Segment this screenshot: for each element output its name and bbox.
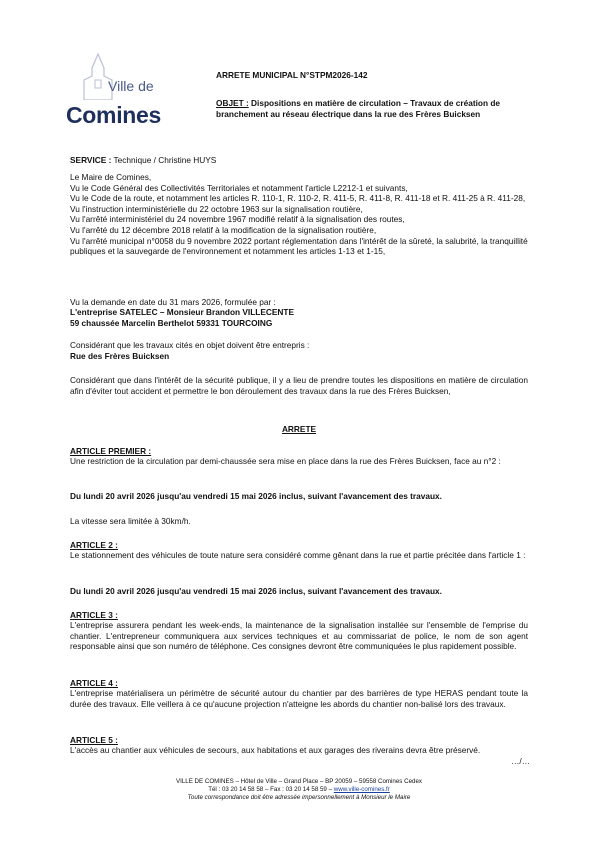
footer-contact: [70, 786, 528, 794]
preamble: [70, 172, 528, 257]
footer-address: VILLE DE COMINES – Hôtel de Ville – Grand Place – BP 20059 – 59558 Comines Cedex: [175, 778, 423, 785]
arrete-number: ARRETE MUNICIPAL N°STPM2026-142: [216, 70, 368, 80]
footer-correspondence: Toute correspondance doit être adressée impersonnellement à Monsieur le Maire: [187, 794, 411, 801]
demandeur-name: L'entreprise SATELEC – Monsieur Brandon VILLECENTE: [70, 307, 295, 317]
vu-line: Vu l'instruction interministérielle du 22 octobre 1963 sur la signalisation routière,: [70, 203, 363, 214]
considerant-securite: Considérant que dans l'intérêt de la sécurité publique, il y a lieu de prendre toutes les dispositions en matière de circulation afin d'éviter tout accident et permettre le bon déroulement des travaux dans la rue des Frères Buicksen,: [70, 375, 528, 396]
logo-comines: Comines: [66, 102, 162, 128]
article-2-text: Le stationnement des véhicules de toute nature sera considéré comme gênant dans la rue et partie précitée dans l'article 1 :: [70, 550, 526, 560]
footer: [70, 778, 528, 802]
article-4-text: L'entreprise matérialisera un périmètre de sécurité autour du chantier par des barrières de type HERAS pendant toute la durée des travaux. Elle veillera à ce qu'aucune projection n'atteigne les abords du chantier non-balisé lors des travaux.: [70, 688, 528, 709]
objet-text: Dispositions en matière de circulation – Travaux de création de branchement au réseau électrique dans la rue des Frères Buicksen: [216, 98, 501, 119]
arrete-heading: ARRETE: [281, 424, 317, 434]
article-1-speed: La vitesse sera limitée à 30km/h.: [70, 516, 191, 526]
website-link[interactable]: www.ville-comines.fr: [333, 786, 390, 793]
maire-line: Le Maire de Comines,: [70, 172, 152, 182]
service-line: [70, 155, 530, 166]
article-2-period: Du lundi 20 avril 2026 jusqu'au vendredi 15 mai 2026 inclus, suivant l'avancement des travaux.: [70, 586, 442, 596]
article-3-title: ARTICLE 3 :: [70, 610, 118, 620]
vu-line: Vu l'arrêté municipal n°0058 du 9 novembre 2022 portant réglementation dans l'intérêt de la sûreté, la salubrité, la tranquillité publiques et la sauvegarde de l'environnement et notamment les articles 1-13 et 1-15,: [70, 235, 528, 257]
article-5-text: L'accès au chantier aux véhicules de secours, aux habitations et aux garages des riverains devra être préservé.: [70, 745, 481, 755]
considerant-travaux: Considérant que les travaux cités en objet doivent être entrepris :: [70, 340, 310, 350]
demandeur-address: 59 chaussée Marcelin Berthelot 59331 TOURCOING: [70, 318, 273, 328]
vu-line: Vu le Code Général des Collectivités Territoriales et notamment l'article L2212-1 et suivants,: [70, 182, 408, 193]
objet-label: OBJET :: [216, 98, 249, 108]
article-4-title: ARTICLE 4 :: [70, 678, 118, 688]
logo-ville-de: Ville de: [108, 78, 154, 94]
article-2-title: ARTICLE 2 :: [70, 540, 118, 550]
objet-block: [216, 98, 516, 120]
footer-phone-fax: Tél : 03 20 14 58 58 – Fax : 03 20 14 58 59 –: [208, 786, 333, 793]
vu-line: Vu l'arrêté du 12 décembre 2018 relatif à la modification de la signalisation routière,: [70, 224, 377, 235]
article-1-period: Du lundi 20 avril 2026 jusqu'au vendredi 15 mai 2026 inclus, suivant l'avancement des travaux.: [70, 491, 442, 501]
article-3-text: L'entreprise assurera pendant les week-ends, la maintenance de la signalisation installée sur l'ensemble de l'emprise du chantier. L'entrepreneur communiquera aux services techniques et au commissariat de police, le nom de son agent responsable ainsi que son numéro de téléphone. Ces consignes devront être communiquées le plus rapidement possible.: [70, 620, 528, 652]
article-1-title: ARTICLE PREMIER :: [70, 446, 152, 456]
article-1-text: Une restriction de la circulation par demi-chaussée sera mise en place dans la rue des Frères Buicksen, face au n°2 :: [70, 456, 501, 466]
service-label: SERVICE :: [70, 155, 112, 165]
demande-intro: Vu la demande en date du 31 mars 2026, formulée par :: [70, 297, 276, 307]
vu-line: Vu le Code de la route, et notamment les articles R. 110-1, R. 110-2, R. 411-5, R. 411-8, R. 411-18 et R. 411-25 à R. 411-28,: [70, 193, 526, 204]
vu-line: Vu l'arrêté interministériel du 24 novembre 1967 modifié relatif à la signalisation des routes,: [70, 214, 405, 225]
rue-name: Rue des Frères Buicksen: [70, 351, 170, 361]
article-5-title: ARTICLE 5 :: [70, 735, 118, 745]
service-text: Technique / Christine HUYS: [113, 155, 217, 165]
ville-de-comines-logo: [60, 50, 180, 130]
continuation-mark: …/…: [511, 756, 530, 766]
